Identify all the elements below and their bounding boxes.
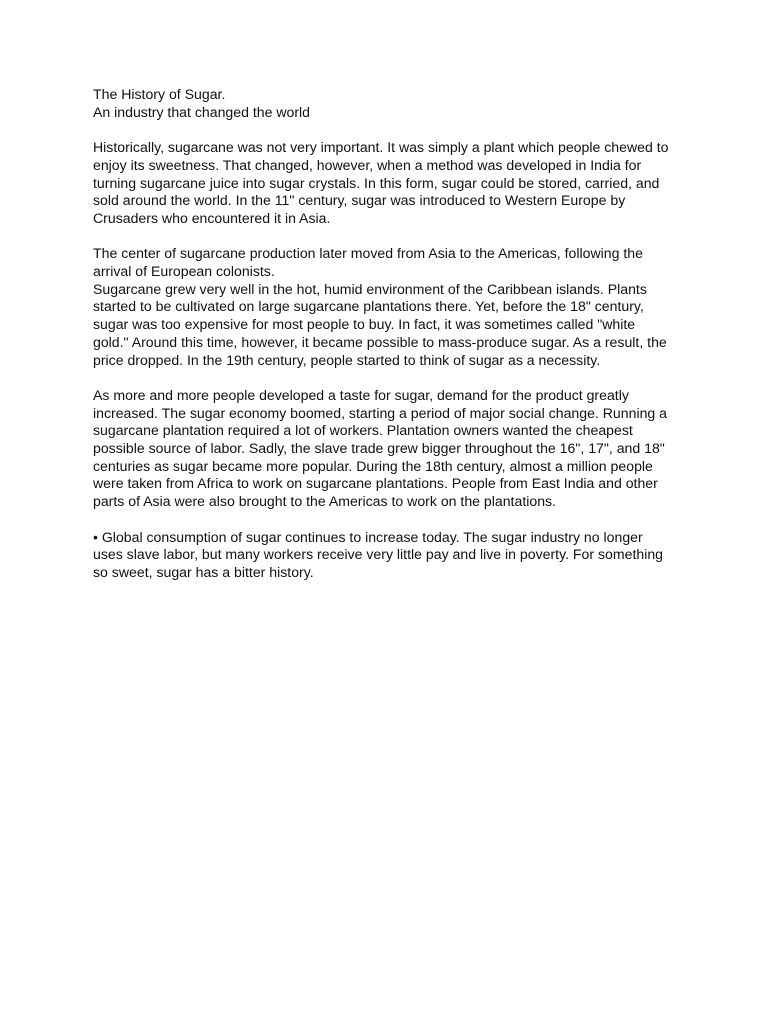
- paragraph-line: parts of Asia were also brought to the Americas to work on the plantations.: [93, 493, 557, 510]
- paragraph-line: sugar was too expensive for most people to buy. In fact, it was sometimes called "white: [93, 316, 636, 333]
- paragraph-4: [93, 529, 683, 582]
- paragraph-line: increased. The sugar economy boomed, starting a period of major social change. Running a: [93, 404, 668, 421]
- title-block: [93, 86, 683, 121]
- paragraph-line: possible source of labor. Sadly, the slave trade grew bigger throughout the 16", 17", and 18": [93, 440, 665, 457]
- paragraph-line: sugarcane plantation required a lot of workers. Plantation owners wanted the cheapest: [93, 422, 633, 439]
- paragraph-line: started to be cultivated on large sugarcane plantations there. Yet, before the 18" century,: [93, 298, 644, 315]
- paragraph-line: Crusaders who encountered it in Asia.: [93, 209, 331, 226]
- paragraph-3: [93, 387, 683, 511]
- paragraph-line: turning sugarcane juice into sugar crystals. In this form, sugar could be stored, carried, and: [93, 174, 660, 191]
- document-title: The History of Sugar.: [93, 86, 226, 102]
- paragraph-2: [93, 245, 683, 369]
- paragraph-line: so sweet, sugar has a bitter history.: [93, 563, 314, 580]
- paragraph-line: price dropped. In the 19th century, people started to think of sugar as a necessity.: [93, 351, 601, 368]
- paragraph-line: Historically, sugarcane was not very important. It was simply a plant which people chewed to: [93, 139, 669, 156]
- paragraph-line: The center of sugarcane production later moved from Asia to the Americas, following the: [93, 245, 643, 262]
- paragraph-1: [93, 139, 683, 228]
- paragraph-line: were taken from Africa to work on sugarcane plantations. People from East India and other: [93, 475, 658, 492]
- paragraph-line: arrival of European colonists.: [93, 263, 275, 279]
- paragraph-line: Sugarcane grew very well in the hot, humid environment of the Caribbean islands. Plants: [93, 280, 647, 297]
- paragraph-line: enjoy its sweetness. That changed, however, when a method was developed in India for: [93, 156, 642, 173]
- paragraph-line: sold around the world. In the 11" century, sugar was introduced to Western Europe by: [93, 192, 626, 209]
- paragraph-line: gold." Around this time, however, it became possible to mass-produce sugar. As a result, the: [93, 333, 667, 350]
- document-body: [93, 86, 683, 599]
- paragraph-line: • Global consumption of sugar continues to increase today. The sugar industry no longer: [93, 528, 643, 545]
- paragraph-line: uses slave labor, but many workers receive very little pay and live in poverty. For something: [93, 546, 664, 563]
- paragraph-line: centuries as sugar became more popular. During the 18th century, almost a million people: [93, 457, 653, 474]
- document-subtitle: An industry that changed the world: [93, 103, 311, 120]
- paragraph-line: As more and more people developed a taste for sugar, demand for the product greatly: [93, 386, 629, 403]
